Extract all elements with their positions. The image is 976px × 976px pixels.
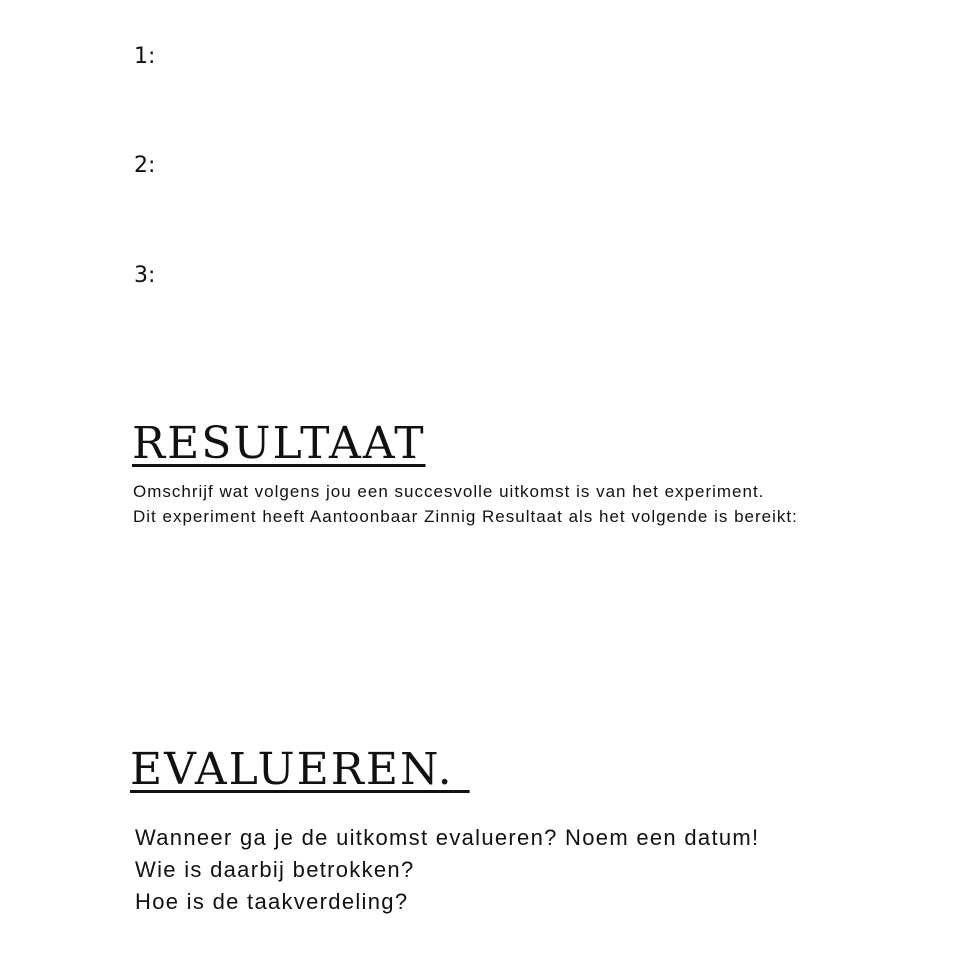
resultaat-line-2: Dit experiment heeft Aantoonbaar Zinnig Resultaat als het volgende is bereikt: <box>133 507 798 526</box>
resultaat-description <box>133 479 798 529</box>
resultaat-heading-text: RESULTAAT <box>132 418 426 469</box>
evalueren-questions <box>135 822 759 918</box>
evalueren-question-2: Wie is daarbij betrokken? <box>135 857 415 882</box>
evalueren-heading-text: EVALUEREN. <box>130 744 454 795</box>
resultaat-heading <box>132 416 426 472</box>
list-item-2: 2: <box>134 153 156 178</box>
list-item-1: 1: <box>134 44 156 69</box>
evalueren-question-1: Wanneer ga je de uitkomst evalueren? Noem een datum! <box>135 825 760 850</box>
evalueren-heading <box>130 742 470 798</box>
list-item-3: 3: <box>134 263 156 288</box>
resultaat-line-1: Omschrijf wat volgens jou een succesvolle uitkomst is van het experiment. <box>133 482 765 501</box>
evalueren-question-3: Hoe is de taakverdeling? <box>135 889 409 914</box>
